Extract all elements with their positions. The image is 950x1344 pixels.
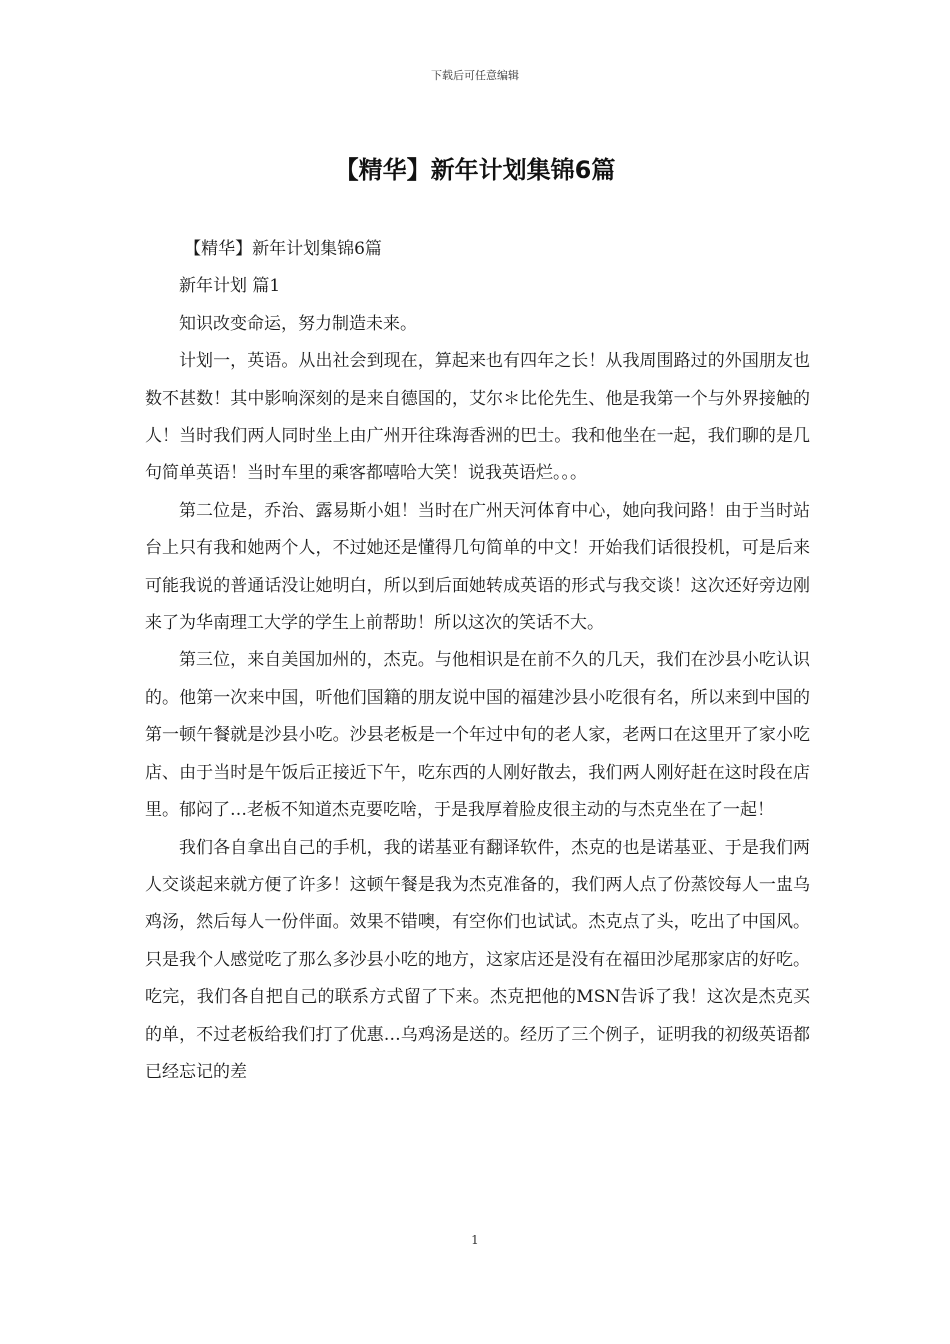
body-paragraph: 计划一，英语。从出社会到现在，算起来也有四年之长！从我周围路过的外国朋友也数不甚数！其中影响深刻的是来自德国的，艾尔＊比伦先生、他是我第一个与外界接触的人！当时我们两人同时坐上由广州开往珠海香洲的巴士。我和他坐在一起，我们聊的是几句简单英语！当时车里的乘客都嘻哈大笑！说我英语烂。。。 [145, 351, 810, 484]
body-paragraph: 第三位，来自美国加州的，杰克。与他相识是在前不久的几天，我们在沙县小吃认识的。他第一次来中国，听他们国籍的朋友说中国的福建沙县小吃很有名，所以来到中国的第一顿午餐就是沙县小吃。沙县老板是一个年过中旬的老人家，老两口在这里开了家小吃店、由于当时是午饭后正接近下午，吃东西的人刚好散去，我们两人刚好赶在这时段在店里。郁闷了…老板不知道杰克要吃啥，于是我厚着脸皮很主动的与杰克坐在了一起！ [145, 650, 810, 821]
body-paragraph: 我们各自拿出自己的手机，我的诺基亚有翻译软件，杰克的也是诺基亚、于是我们两人交谈起来就方便了许多！这顿午餐是我为杰克准备的，我们两人点了份蒸饺每人一盅乌鸡汤，然后每人一份伴面。效果不错噢，有空你们也试试。杰克点了头，吃出了中国风。只是我个人感觉吃了那么多沙县小吃的地方，这家店还是没有在福田沙尾那家店的好吃。吃完，我们各自把自己的联系方式留了下来。杰克把他的MSN告诉了我！这次是杰克买的单，不过老板给我们打了优惠…乌鸡汤是送的。经历了三个例子，证明我的初级英语都已经忘记的差 [145, 837, 810, 1082]
page-header: 下载后可任意编辑 [431, 69, 519, 82]
document-title: 【精华】新年计划集锦6篇 [334, 156, 616, 184]
subtitle-paragraph: 【精华】新年计划集锦6篇 [184, 239, 382, 259]
page-number: 1 [471, 1233, 479, 1247]
body-paragraph: 知识改变命运，努力制造未来。 [179, 313, 417, 334]
section-heading: 新年计划 篇1 [179, 276, 281, 297]
document-body [145, 231, 810, 1091]
body-paragraph: 第二位是，乔治、露易斯小姐！当时在广州天河体育中心，她向我问路！由于当时站台上只有我和她两个人，不过她还是懂得几句简单的中文！开始我们话很投机，可是后来可能我说的普通话没让她明白，所以到后面她转成英语的形式与我交谈！这次还好旁边刚来了为华南理工大学的学生上前帮助！所以这次的笑话不大。 [145, 500, 810, 634]
